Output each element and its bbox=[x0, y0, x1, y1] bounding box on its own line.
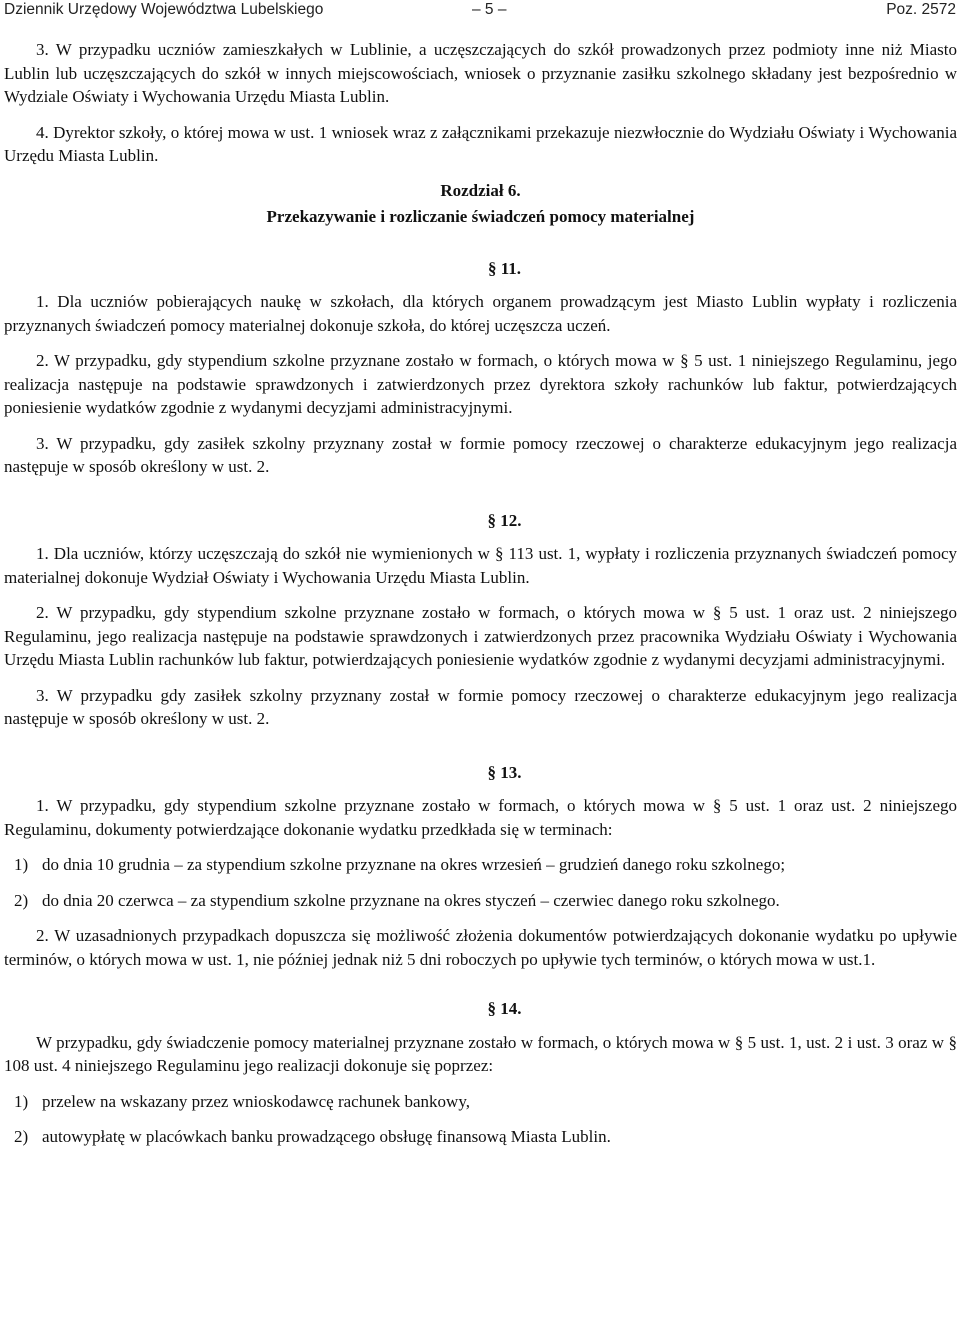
list-item-text: autowypłatę w placówkach banku prowadzącego obsługę finansową Miasta Lublin. bbox=[42, 1127, 611, 1146]
document-body bbox=[4, 38, 957, 1149]
section-11-paragraph-3: 3. W przypadku, gdy zasiłek szkolny przyznany został w formie pomocy rzeczowej o charakterze edukacyjnym jego realizacja następuje w sposób określony w ust. 2. bbox=[4, 433, 957, 476]
list-item-number: 1) bbox=[14, 855, 29, 874]
list-item-text: do dnia 20 czerwca – za stypendium szkolne przyznane na okres styczeń – czerwiec danego roku szkolnego. bbox=[42, 890, 780, 910]
chapter-number: Rozdział 6. bbox=[440, 180, 521, 200]
list-item bbox=[4, 1125, 957, 1149]
section-12-paragraph-2: 2. W przypadku, gdy stypendium szkolne przyznane zostało w formach, o których mowa w § 5 ust. 1 oraz ust. 2 niniejszego Regulaminu, jego realizacja następuje na podstawie sprawdzonych i zatwierdzonych przez pracownika Wydziału Oświaty i Wychowania Urzędu Miasta Lublin rachunków lub faktur, potwierdzających poniesienie wydatków zgodnie z wydanymi decyzjami administracyjnymi. bbox=[4, 603, 957, 669]
list-item bbox=[4, 889, 957, 913]
list-item bbox=[4, 853, 957, 877]
paragraph-3: 3. W przypadku uczniów zamieszkałych w Lublinie, a uczęszczających do szkół prowadzonych przez podmioty inne niż Miasto Lublin lub uczęszczających do szkół w innych miejscowościach, wniosek o przyznanie zasiłku szkolnego składany jest bezpośrednio w Wydziale Oświaty i Wychowania Urzędu Miasta Lublin. bbox=[4, 40, 957, 106]
section-14-paragraph-1: W przypadku, gdy świadczenie pomocy materialnej przyznane zostało w formach, o których mowa w § 5 ust. 1, ust. 2 i ust. 3 oraz w § 108 ust. 4 niniejszego Regulaminu jego realizacji dokonuje się poprzez: bbox=[4, 1032, 957, 1075]
list-item-number: 1) bbox=[14, 1091, 29, 1111]
section-11-paragraph-2: 2. W przypadku, gdy stypendium szkolne przyznane zostało w formach, o których mowa w § 5 ust. 1 niniejszego Regulaminu, jego realizacja następuje na podstawie sprawdzonych i zatwierdzonych przez dyrektora szkoły rachunków lub faktur, potwierdzających poniesienie wydatków zgodnie z wydanymi decyzjami administracyjnymi. bbox=[4, 351, 957, 417]
chapter-title: Przekazywanie i rozliczanie świadczeń pomocy materialnej bbox=[266, 207, 695, 226]
section-13-heading: § 13. bbox=[487, 762, 522, 782]
page-number: – 5 – bbox=[472, 1, 507, 18]
section-12-heading: § 12. bbox=[487, 510, 522, 530]
section-13-paragraph-1: 1. W przypadku, gdy stypendium szkolne przyznane zostało w formach, o których mowa w § 5 ust. 1 oraz ust. 2 niniejszego Regulaminu, dokumenty potwierdzające dokonanie wydatku przedkłada się w terminach: bbox=[4, 796, 957, 839]
position-number: Poz. 2572 bbox=[886, 1, 956, 18]
section-14-heading: § 14. bbox=[487, 999, 522, 1018]
section-11-paragraph-1: 1. Dla uczniów pobierających naukę w szkołach, dla których organem prowadzącym jest Miasto Lublin wypłaty i rozliczenia przyznanych świadczeń pomocy materialnej dokonuje szkoła, do której uczęszcza uczeń. bbox=[4, 292, 957, 335]
section-12-paragraph-3: 3. W przypadku gdy zasiłek szkolny przyznany został w formie pomocy rzeczowej o charakterze edukacyjnym jego realizacja następuje w sposób określony w ust. 2. bbox=[4, 685, 957, 728]
paragraph-4: 4. Dyrektor szkoły, o której mowa w ust. 1 wniosek wraz z załącznikami przekazuje niezwłocznie do Wydziału Oświaty i Wychowania Urzędu Miasta Lublin. bbox=[4, 122, 957, 165]
list-item bbox=[4, 1090, 957, 1114]
list-item-number: 2) bbox=[14, 890, 29, 910]
list-item-text: przelew na wskazany przez wnioskodawcę rachunek bankowy, bbox=[42, 1091, 470, 1111]
journal-title: Dziennik Urzędowy Województwa Lubelskiego bbox=[4, 1, 324, 18]
section-12-paragraph-1: 1. Dla uczniów, którzy uczęszczają do szkół nie wymienionych w § 113 ust. 1, wypłaty i rozliczenia przyznanych świadczeń pomocy materialnej dokonuje Wydział Oświaty i Wychowania Urzędu Miasta Lublin. bbox=[4, 544, 957, 587]
section-13-paragraph-2: 2. W uzasadnionych przypadkach dopuszcza się możliwość złożenia dokumentów potwierdzających dokonanie wydatku po upływie terminów, o których mowa w ust. 1, nie później jednak niż 5 dni roboczych po upływie tych terminów, o których mowa w ust.1. bbox=[4, 926, 957, 969]
page-header bbox=[4, 0, 956, 20]
section-11-heading: § 11. bbox=[487, 258, 522, 278]
list-item-text: do dnia 10 grudnia – za stypendium szkolne przyznane na okres wrzesień – grudzień danego roku szkolnego; bbox=[42, 855, 786, 874]
list-item-number: 2) bbox=[14, 1127, 29, 1146]
